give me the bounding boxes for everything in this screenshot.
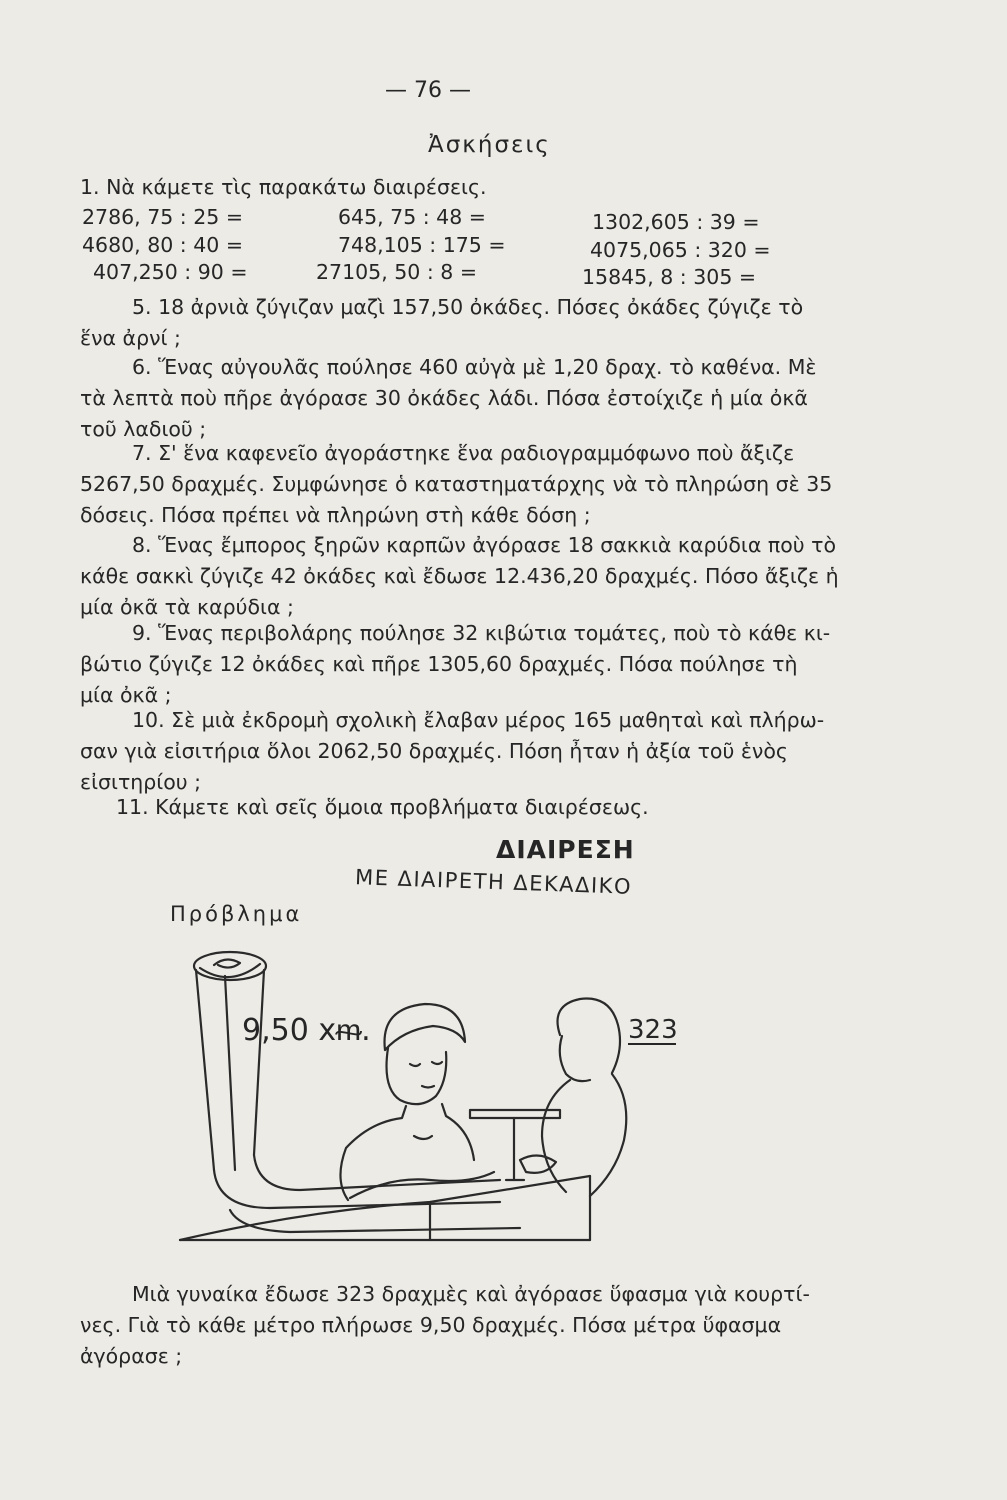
- division-1-3: 407,250 : 90 =: [93, 260, 248, 284]
- division-1-1: 2786, 75 : 25 =: [82, 205, 244, 229]
- problem-10: [80, 705, 905, 798]
- problem-7-line-2: 5267,50 δραχμές. Συμφώνησε ὁ καταστηματάρχης νὰ τὸ πληρώση σὲ 35: [80, 472, 833, 496]
- division-3-3: 15845, 8 : 305 =: [582, 265, 757, 289]
- problem-8: [80, 530, 905, 623]
- problem-10-line-2: σαν γιὰ εἰσιτήρια ὅλοι 2062,50 δραχμές. Πόση ἦταν ἡ ἀξία τοῦ ἑνὸς: [80, 739, 788, 763]
- section-title: ΔΙΑΙΡΕΣΗ: [496, 835, 635, 864]
- problem-7-line-1: 7. Σ' ἕνα καφενεῖο ἀγοράστηκε ἕνα ραδιογραμμόφωνο ποὺ ἄξιζε: [132, 441, 795, 465]
- problem-5: [80, 292, 905, 354]
- problem-8-line-1: 8. Ἕνας ἔμπορος ξηρῶν καρπῶν ἀγόρασε 18 σακκιὰ καρύδια ποὺ τὸ: [132, 533, 837, 557]
- problem-11: [80, 792, 905, 823]
- division-3-2: 4075,065 : 320 =: [590, 238, 771, 262]
- problem-8-line-3: μία ὀκᾶ τὰ καρύδια ;: [80, 595, 294, 619]
- problem-6-line-3: τοῦ λαδιοῦ ;: [80, 417, 207, 441]
- problem-9: [80, 618, 905, 711]
- division-2-2: 748,105 : 175 =: [338, 233, 506, 257]
- illustration-drawing: [170, 940, 690, 1250]
- problem-7: [80, 438, 905, 531]
- exercise-1-instruction: 1. Νὰ κάμετε τὶς παρακάτω διαιρέσεις.: [80, 175, 487, 199]
- money-amount-label: 323: [628, 1015, 678, 1045]
- problem-8-line-2: κάθε σακκὶ ζύγιζε 42 ὀκάδες καὶ ἔδωσε 12.436,20 δραχμές. Πόσο ἄξιζε ἡ: [80, 564, 839, 588]
- division-3-1: 1302,605 : 39 =: [592, 210, 760, 234]
- problem-5-line-1: 5. 18 ἀρνιὰ ζύγιζαν μαζὶ 157,50 ὀκάδες. Πόσες ὀκάδες ζύγιζε τὸ: [132, 295, 804, 319]
- problem-10-line-1: 10. Σὲ μιὰ ἐκδρομὴ σχολικὴ ἔλαβαν μέρος 165 μαθηταὶ καὶ πλήρω-: [132, 708, 825, 732]
- final-problem: [80, 1279, 905, 1372]
- problem-11-line-1: 11. Κάμετε καὶ σεῖς ὅμοια προβλήματα διαιρέσεως.: [116, 795, 649, 819]
- final-problem-line-1: Μιὰ γυναίκα ἔδωσε 323 δραχμὲς καὶ ἀγόρασε ὕφασμα γιὰ κουρτί-: [132, 1282, 810, 1306]
- exercises-heading: Ἀσκήσεις: [428, 132, 551, 158]
- division-2-1: 645, 75 : 48 =: [338, 205, 486, 229]
- problem-9-line-1: 9. Ἕνας περιβολάρης πούλησε 32 κιβώτια τομάτες, ποὺ τὸ κάθε κι-: [132, 621, 831, 645]
- problem-6-line-1: 6. Ἕνας αὐγουλᾶς πούλησε 460 αὐγὰ μὲ 1,20 δραχ. τὸ καθένα. Μὲ: [132, 355, 817, 379]
- page-number: — 76 —: [385, 78, 471, 103]
- section-subtitle: ΜΕ ΔΙΑΙΡΕΤΗ ΔΕΚΑΔΙΚΟ: [354, 865, 633, 899]
- division-2-3: 27105, 50 : 8 =: [316, 260, 478, 284]
- problem-5-line-2: ἕνα ἀρνί ;: [80, 326, 181, 350]
- division-1-2: 4680, 80 : 40 =: [82, 233, 244, 257]
- problem-10-line-3: εἰσιτηρίου ;: [80, 770, 202, 794]
- final-problem-line-2: νες. Γιὰ τὸ κάθε μέτρο πλήρωσε 9,50 δραχμές. Πόσα μέτρα ὕφασμα: [80, 1313, 782, 1337]
- problem-label: Πρόβλημα: [170, 902, 303, 926]
- problem-7-line-3: δόσεις. Πόσα πρέπει νὰ πληρώνη στὴ κάθε δόση ;: [80, 503, 591, 527]
- problem-6-line-2: τὰ λεπτὰ ποὺ πῆρε ἀγόρασε 30 ὀκάδες λάδι. Πόσα ἐστοίχιζε ἡ μία ὀκᾶ: [80, 386, 808, 410]
- illustration-fabric-purchase: [170, 940, 690, 1250]
- problem-9-line-2: βώτιο ζύγιζε 12 ὀκάδες καὶ πῆρε 1305,60 δραχμές. Πόσα πούλησε τὴ: [80, 652, 798, 676]
- problem-9-line-3: μία ὀκᾶ ;: [80, 683, 172, 707]
- roll-price-label: 9,50 xᵯ.: [242, 1013, 371, 1048]
- final-problem-line-3: ἀγόρασε ;: [80, 1344, 183, 1368]
- problem-6: [80, 352, 905, 445]
